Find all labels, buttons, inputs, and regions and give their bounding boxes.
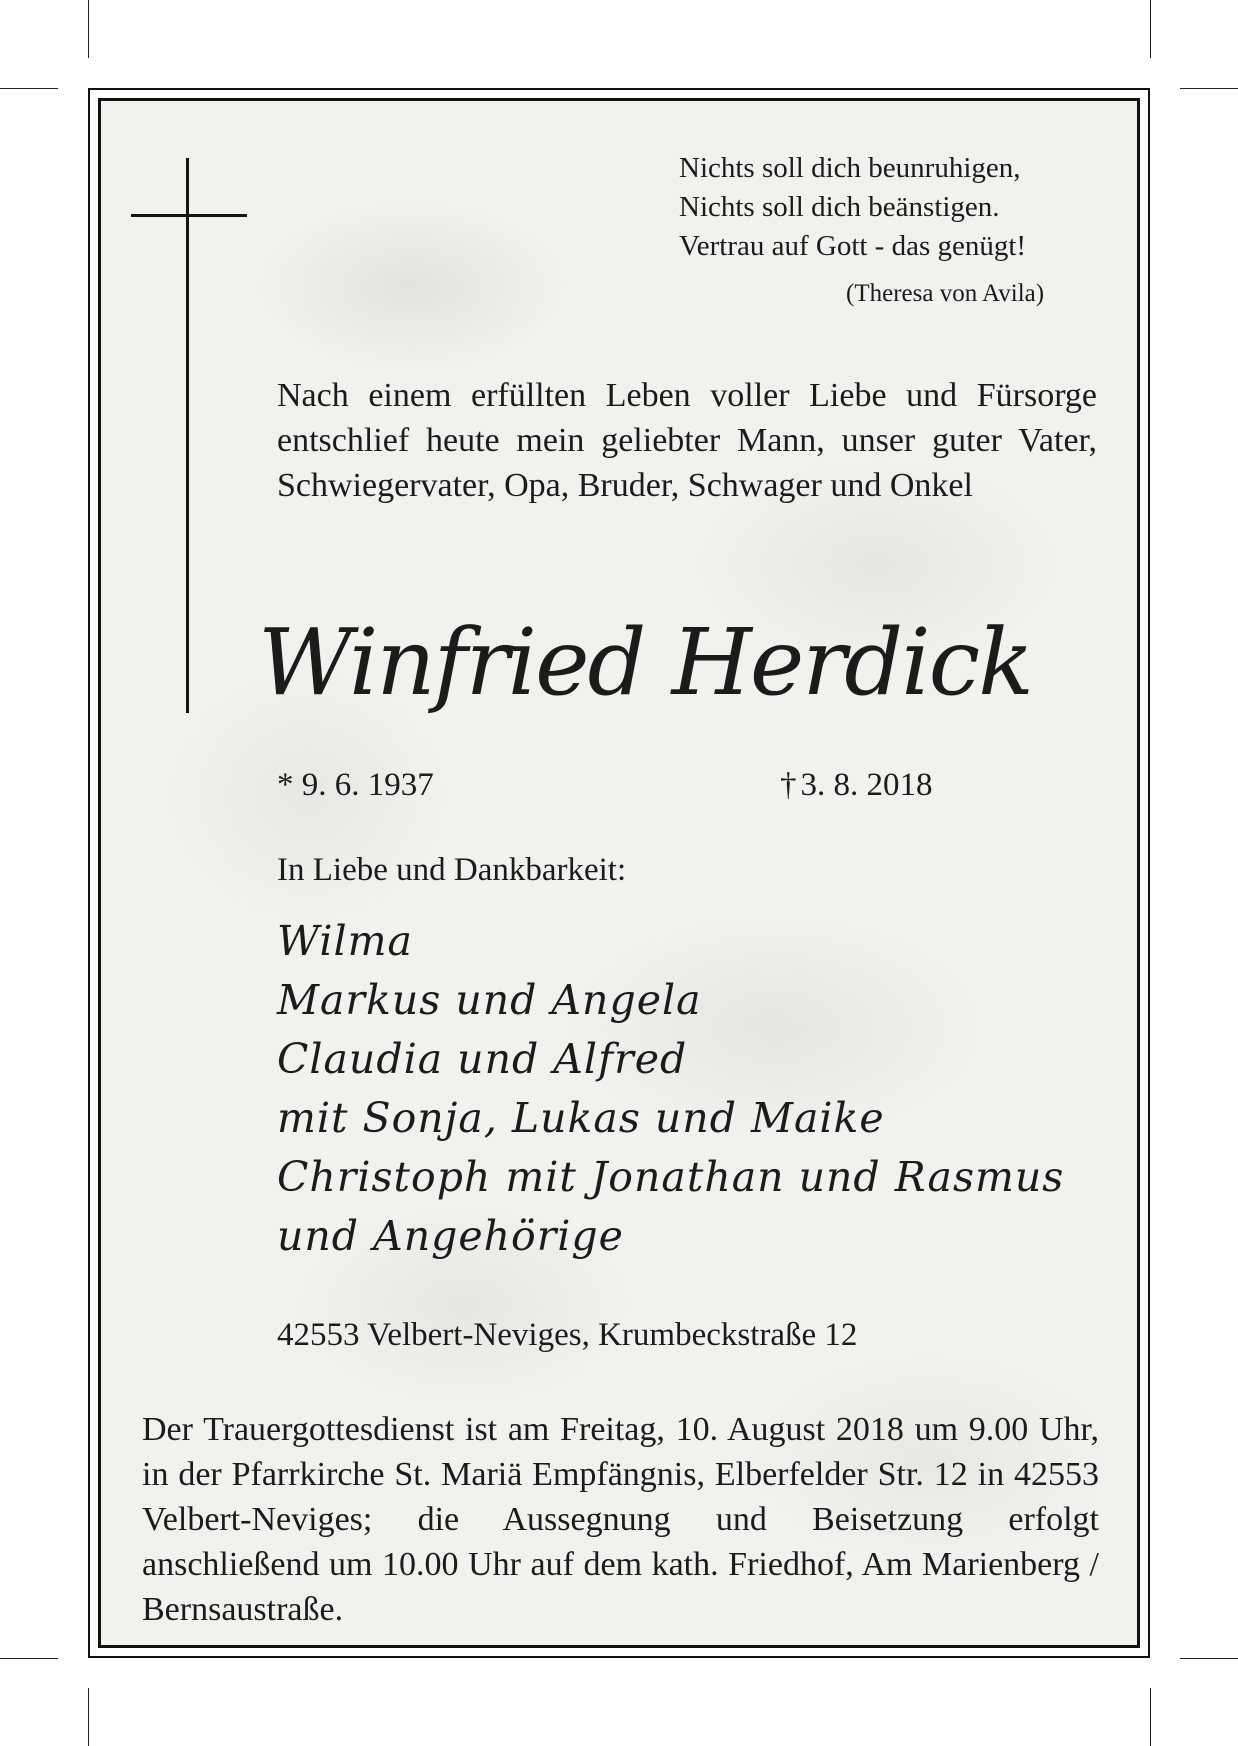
crop-mark-top-right — [1150, 0, 1151, 58]
address: 42553 Velbert-Neviges, Krumbeckstraße 12 — [277, 1317, 858, 1353]
crop-mark-bottom-right — [1150, 1688, 1151, 1746]
family-line: Christoph mit Jonathan und Rasmus — [277, 1153, 1065, 1201]
cross-icon-horizontal — [131, 214, 247, 217]
quote-line: Nichts soll dich beunruhigen, — [679, 152, 1021, 184]
intro-text: Nach einem erfüllten Leben voller Liebe und Fürsorge entschlief heute mein geliebter Mann, unser guter Vater, Schwiegervater, Opa, Bruder, Schwager und Onkel — [277, 377, 1097, 504]
crop-mark-top-left — [88, 0, 89, 58]
family-line: Claudia und Alfred — [277, 1035, 688, 1083]
thanks-label: In Liebe und Dankbarkeit: — [277, 852, 627, 888]
crop-mark-left-top — [0, 88, 58, 89]
quote-block — [679, 149, 1099, 266]
family-line: Wilma — [277, 917, 413, 965]
birth-date: * 9. 6. 1937 — [277, 767, 434, 803]
service-notice: Der Trauergottesdienst ist am Freitag, 10. August 2018 um 9.00 Uhr, in der Pfarrkirche St. Mariä Empfängnis, Elberfelder Str. 12 in 42553 Velbert-Neviges; die Aussegnung und Beisetzung erfolgt anschließend um 10.00 Uhr auf dem kath. Friedhof, Am Marienberg / Bernsaustraße. — [142, 1411, 1099, 1628]
crop-mark-left-bottom — [0, 1658, 58, 1659]
deceased-name: Winfried Herdick — [258, 609, 1032, 716]
crop-mark-bottom-left — [88, 1688, 89, 1746]
crop-mark-right-top — [1180, 88, 1238, 89]
death-date-block — [780, 767, 933, 804]
family-line: mit Sonja, Lukas und Maike — [277, 1094, 885, 1142]
cross-icon-vertical — [186, 158, 189, 713]
crop-mark-right-bottom — [1180, 1658, 1238, 1659]
family-line: und Angehörige — [277, 1212, 624, 1260]
quote-source: (Theresa von Avila) — [846, 280, 1045, 307]
quote-line: Vertrau auf Gott - das genügt! — [679, 230, 1027, 262]
dagger-icon: † — [780, 767, 797, 803]
death-date: 3. 8. 2018 — [800, 767, 933, 803]
family-list — [277, 912, 1064, 1266]
family-line: Markus und Angela — [277, 976, 702, 1024]
quote-line: Nichts soll dich beänstigen. — [679, 191, 1000, 223]
